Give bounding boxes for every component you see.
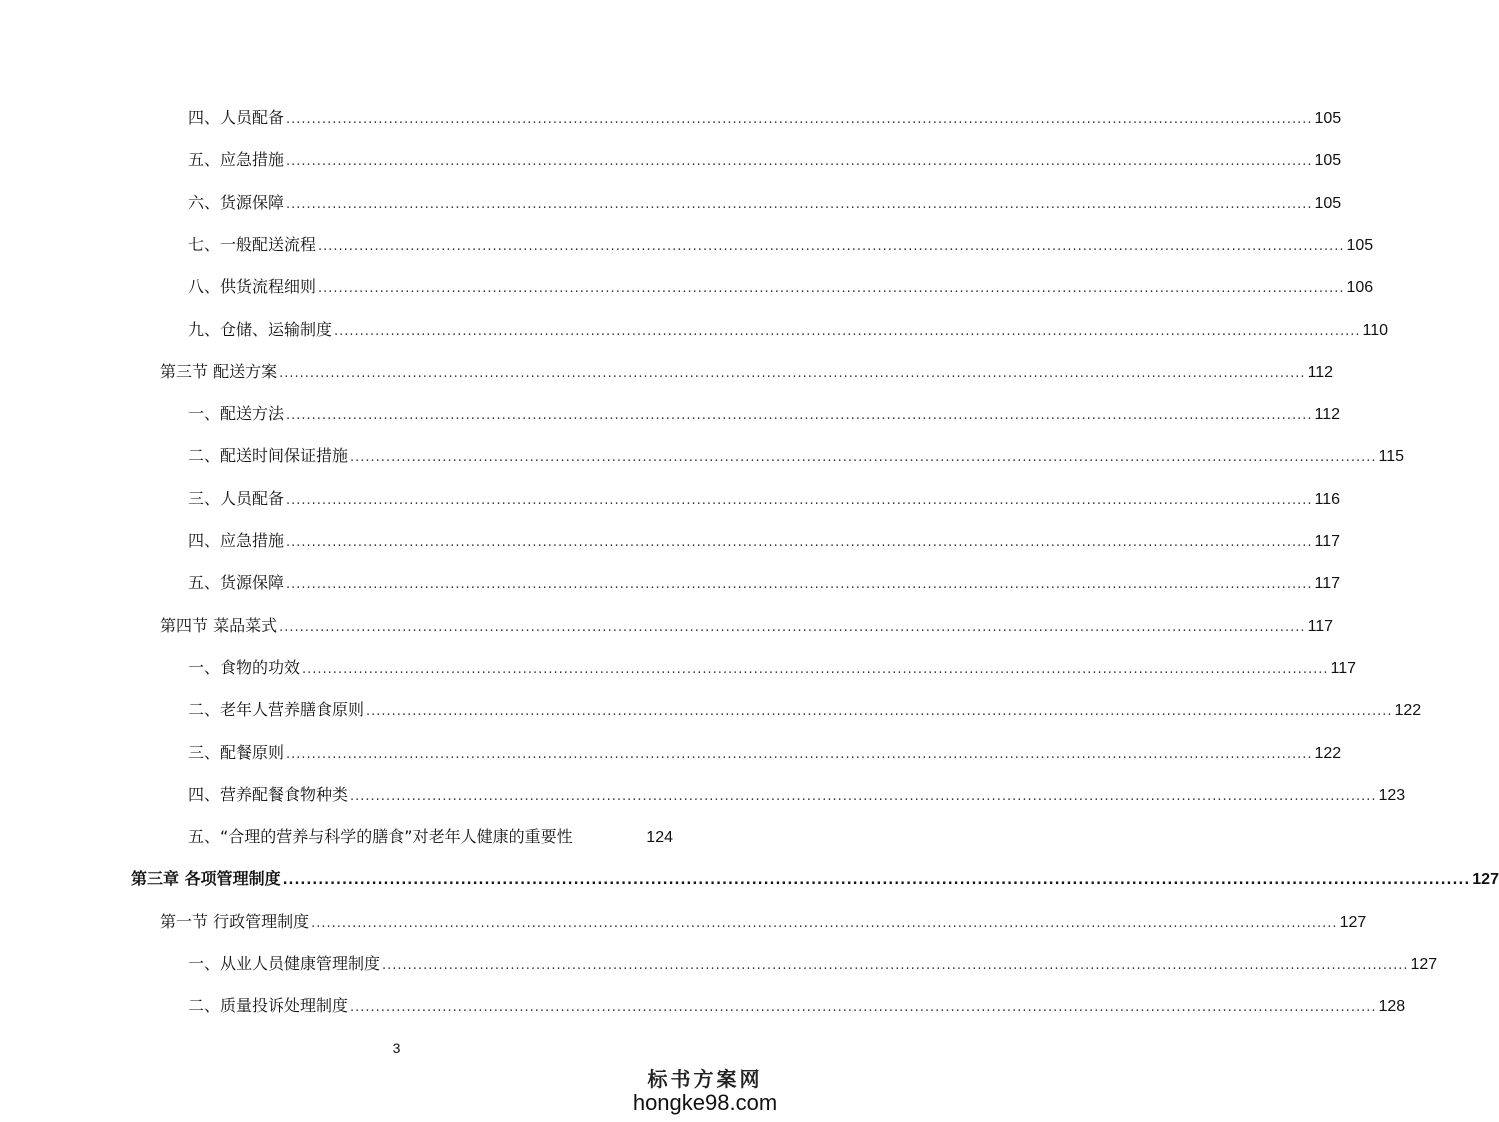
toc-entry-label: 四、人员配备 [188, 108, 285, 127]
toc-entry-page: 122 [1394, 702, 1422, 719]
toc-entry-page: 105 [1314, 110, 1342, 127]
toc-leader-dots: ........................................................................................................................................................................................................ [279, 620, 1306, 635]
toc-entry-label: 三、人员配备 [188, 489, 285, 508]
toc-leader-dots: ........................................................................................................................................................................................................ [382, 958, 1409, 973]
toc-entry-label: 二、质量投诉处理制度 [188, 996, 349, 1015]
toc-entry-label: 一、配送方法 [188, 404, 285, 423]
toc-entry-label: 三、配餐原则 [188, 743, 285, 762]
toc-entry[interactable] [188, 658, 1356, 680]
toc-entry[interactable] [188, 150, 1342, 172]
toc-entry-page: 105 [1314, 152, 1342, 169]
toc-entry[interactable] [188, 489, 1340, 511]
toc-leader-dots: ........................................................................................................................................................................................................ [286, 154, 1313, 169]
toc-entry-label: 五、货源保障 [188, 573, 285, 592]
toc-leader-dots: ........................................................................................................................................................................................................ [350, 450, 1377, 465]
toc-leader-dots: ........................................................................................................................................................................................................ [350, 789, 1377, 804]
toc-entry-label: 第三章 各项管理制度 [131, 869, 281, 888]
toc-entry-label: 五、应急措施 [188, 150, 285, 169]
toc-entry-label: 四、应急措施 [188, 531, 285, 550]
toc-entry-label: 七、一般配送流程 [188, 235, 317, 254]
watermark-cn: 标书方案网 [647, 1067, 763, 1091]
toc-leader-dots: ........................................................................................................................................................................................................ [318, 281, 1345, 296]
toc-entry[interactable] [160, 362, 1334, 384]
toc-entry[interactable] [188, 446, 1404, 468]
toc-entry-page: 105 [1314, 195, 1342, 212]
toc-entry[interactable] [188, 827, 673, 848]
toc-entry-label: 四、营养配餐食物种类 [188, 785, 349, 804]
toc-leader-dots: ........................................................................................................................................................................................................ [286, 535, 1313, 550]
toc-entry-label: 第一节 行政管理制度 [160, 912, 310, 931]
toc-leader-dots: ........................................................................................................................................................................................................ [286, 408, 1313, 423]
watermark-en: hongke98.com [632, 1090, 778, 1115]
toc-entry-page: 127 [1410, 956, 1438, 973]
toc-entry[interactable] [188, 743, 1342, 765]
toc-entry-page: 127 [1472, 871, 1499, 888]
toc-entry[interactable] [188, 531, 1340, 553]
toc-entry[interactable] [160, 616, 1334, 638]
toc-entry-page: 106 [1346, 279, 1374, 296]
toc-entry-label: 八、供货流程细则 [188, 277, 317, 296]
toc-leader-dots: ........................................................................................................................................................................................................ [279, 366, 1306, 381]
toc-entry-label: 二、配送时间保证措施 [188, 446, 349, 465]
toc-entry[interactable] [188, 996, 1406, 1018]
toc-leader-dots: ........................................................................................................................................................................................................ [311, 916, 1338, 931]
toc-entry-label: 一、从业人员健康管理制度 [188, 954, 381, 973]
toc-entry-label: 第三节 配送方案 [160, 362, 278, 381]
toc-leader-dots: ........................................................................................................................................................................................................ [286, 197, 1313, 212]
toc-entry-page: 117 [1307, 618, 1334, 635]
toc-entry-page: 115 [1378, 448, 1404, 465]
toc-entry[interactable] [188, 573, 1340, 595]
toc-entry[interactable] [188, 404, 1340, 426]
toc-entry-label: 五、“合理的营养与科学的膳食”对老年人健康的重要性 [188, 827, 573, 846]
toc-leader-dots: ........................................................................................................................................................................................................ [302, 662, 1329, 677]
toc-leader-dots: ........................................................................................................................................................................................................ [286, 747, 1313, 762]
toc-leader-dots: ........................................................................................................................................................................................................ [366, 704, 1393, 719]
toc-entry-page: 117 [1314, 533, 1340, 550]
toc-entry[interactable] [188, 108, 1342, 130]
toc-entry-page: 110 [1362, 322, 1388, 339]
toc-entry-page: 127 [1339, 914, 1367, 931]
toc-leader-dots: ........................................................................................................................................................................................................ [318, 239, 1345, 254]
toc-leader-dots: ........................................................................................................................................................................................................ [350, 1000, 1377, 1015]
toc-entry[interactable] [188, 954, 1438, 976]
toc-entry-page: 116 [1314, 491, 1340, 508]
toc-entry-page: 112 [1307, 364, 1334, 381]
toc-entry[interactable] [188, 235, 1374, 257]
toc-entry-label: 二、老年人营养膳食原则 [188, 700, 365, 719]
toc-entry[interactable] [188, 277, 1374, 299]
toc-entry-page: 105 [1346, 237, 1374, 254]
toc-entry[interactable] [188, 700, 1422, 722]
toc-entry-page: 123 [1378, 787, 1406, 804]
toc-entry-label: 第四节 菜品菜式 [160, 616, 278, 635]
toc-entry[interactable] [188, 320, 1388, 342]
toc-leader-dots: ........................................................................................................................................................................................................ [286, 112, 1313, 127]
toc-entry[interactable] [131, 869, 1499, 891]
toc-leader-dots: ........................................................................................................................................................................................................ [286, 493, 1313, 508]
toc-entry-page: 117 [1314, 575, 1340, 592]
toc-entry-label: 六、货源保障 [188, 193, 285, 212]
toc-entry-label: 一、食物的功效 [188, 658, 301, 677]
toc-entry-page: 124 [646, 829, 673, 846]
toc-leader-dots: ........................................................................................................................................................................................................ [282, 873, 1471, 888]
toc-entry[interactable] [188, 785, 1406, 807]
toc-leader-dots: ........................................................................................................................................................................................................ [286, 577, 1313, 592]
toc-entry-page: 128 [1378, 998, 1406, 1015]
toc-entry-page: 122 [1314, 745, 1342, 762]
toc-entry[interactable] [188, 193, 1342, 215]
toc-entry-page: 117 [1330, 660, 1356, 677]
toc-entry-page: 112 [1314, 406, 1340, 423]
toc-entry-label: 九、仓储、运输制度 [188, 320, 333, 339]
watermark-logo [625, 1063, 785, 1116]
toc-leader-dots: ........................................................................................................................................................................................................ [334, 324, 1361, 339]
page-number: 3 [392, 1040, 401, 1056]
toc-entry[interactable] [160, 912, 1367, 934]
